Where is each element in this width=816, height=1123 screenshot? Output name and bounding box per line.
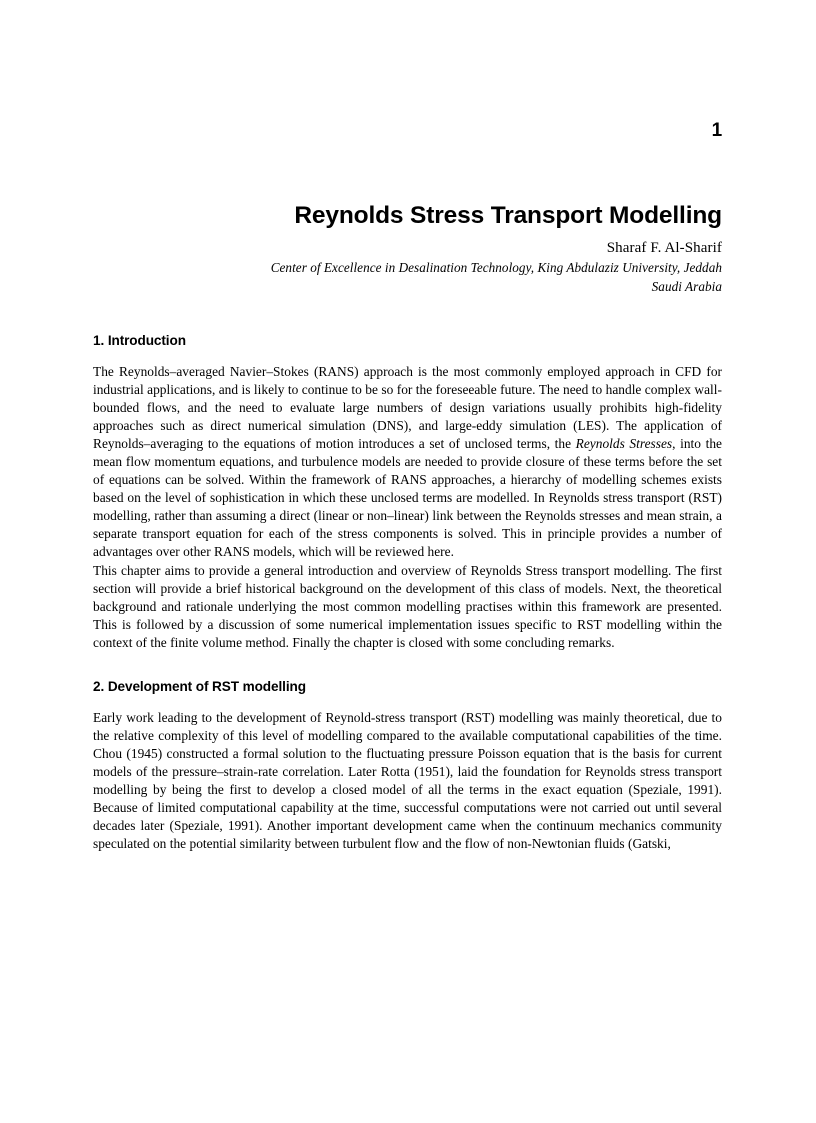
section-heading-development-of-rst-modelling: 2. Development of RST modelling (93, 678, 306, 694)
body-column (93, 332, 722, 853)
paragraph-introduction-2: This chapter aims to provide a general introduction and overview of Reynolds Stress transport modelling. The first section will provide a brief historical background on the development of this class of models. Next, the theoretical background and rationale underlying the most common modelling practises within this framework are presented. This is followed by a discussion of some numerical implementation issues specific to RST modelling within the context of the finite volume method. Finally the chapter is closed with some concluding remarks. (93, 562, 722, 650)
author-block (93, 238, 722, 296)
page-number: 1 (711, 120, 722, 141)
paragraph-text-part-b: , into the mean flow momentum equations, and turbulence models are needed to provide closure of these terms before the set of equations can be solved. Within the framework of RANS approaches, a hierarchy of modelling schemes exists based on the level of sophistication in which these unclosed terms are modelled. In Reynolds stress transport (RST) modelling, rather than assuming a direct (linear or non–linear) link between the Reynolds stresses and mean strain, a separate transport equation for each of the stress components is solved. This in principle provides a number of advantages over other RANS models, which will be reviewed here. (93, 436, 722, 560)
paragraph-introduction-1 (93, 363, 722, 562)
author-affiliation-line-1: Center of Excellence in Desalination Technology, King Abdulaziz University, Jeddah (270, 260, 722, 275)
paragraph-text-part-a: The Reynolds–averaged Navier–Stokes (RANS) approach is the most commonly employed approach in CFD for industrial applications, and is likely to continue to be so for the foreseeable future. The need to handle complex wall-bounded flows, and the need to evaluate large numbers of design variations usually prohibits high-fidelity approaches such as direct numerical simulation (DNS), and large-eddy simulation (LES). The application of Reynolds–averaging to the equations of motion introduces a set of unclosed terms, the (93, 364, 722, 452)
emphasis-reynolds-stresses: Reynolds Stresses (575, 436, 673, 452)
page-title: Reynolds Stress Transport Modelling (294, 202, 722, 230)
author-name: Sharaf F. Al-Sharif (606, 240, 722, 256)
paragraph-development-1: Early work leading to the development of Reynold-stress transport (RST) modelling was mainly theoretical, due to the relative complexity of this level of modelling compared to the available computational capabilities of the time. Chou (1945) constructed a formal solution to the fluctuating pressure Poisson equation that is the basis for current models of the pressure–strain-rate correlation. Later Rotta (1951), laid the foundation for Reynolds stress transport modelling by being the first to develop a closed model of all the terms in the exact equation (Speziale, 1991). Because of limited computational capability at the time, successful computations were not carried out until several decades later (Speziale, 1991). Another important development came when the continuum mechanics community speculated on the potential similarity between turbulent flow and the flow of non-Newtonian fluids (Gatski, (93, 709, 722, 852)
section-heading-introduction: 1. Introduction (93, 333, 186, 348)
author-affiliation-line-2: Saudi Arabia (651, 279, 722, 294)
